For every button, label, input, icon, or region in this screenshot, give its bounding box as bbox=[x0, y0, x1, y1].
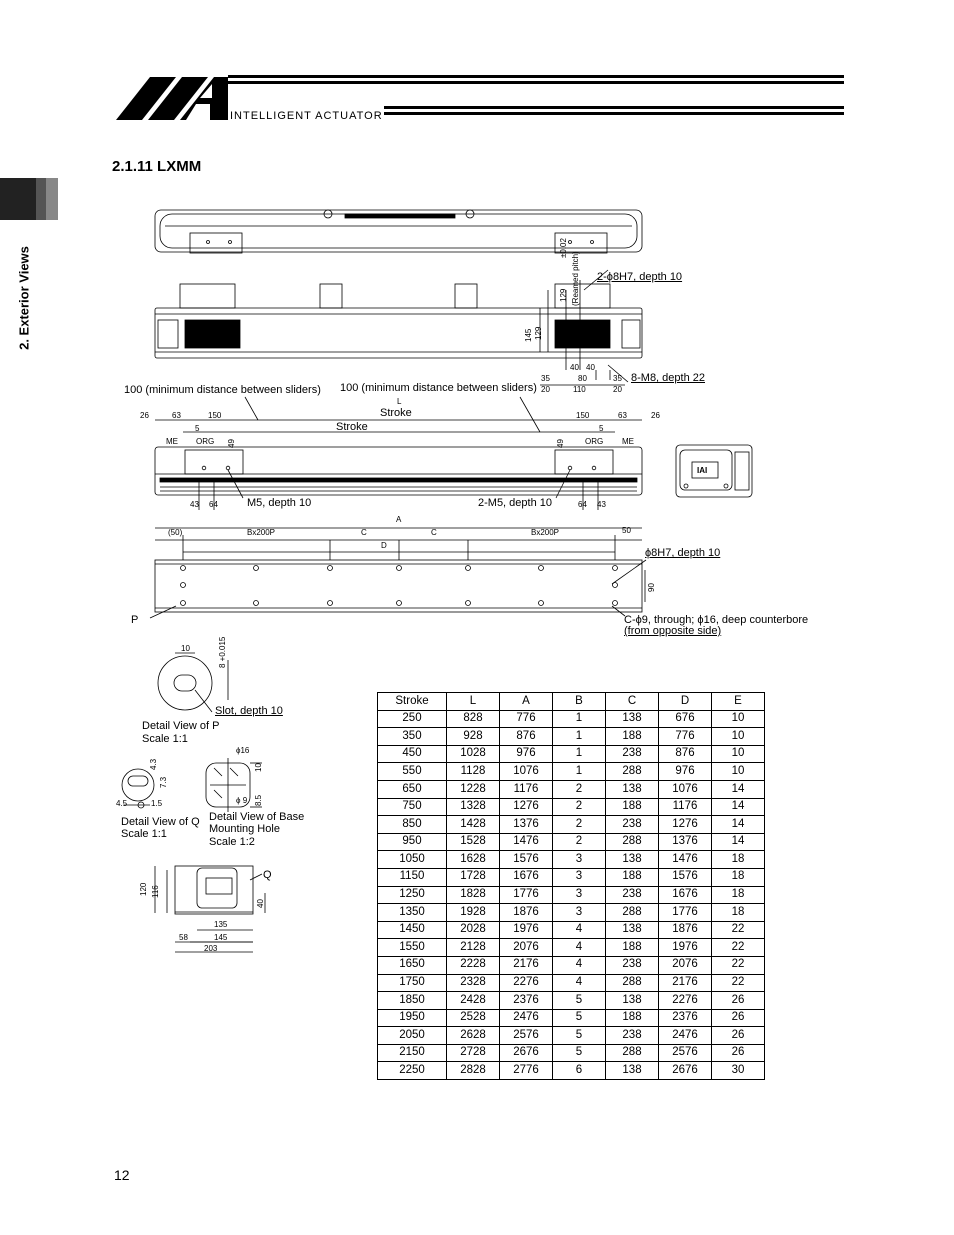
detail-base-label-1: Detail View of Base bbox=[209, 811, 305, 823]
table-cell: 850 bbox=[378, 816, 447, 834]
table-cell: 2476 bbox=[659, 1027, 712, 1045]
table-cell: 2728 bbox=[447, 1044, 500, 1062]
table-cell: 1876 bbox=[500, 904, 553, 922]
dim-135: 135 bbox=[214, 920, 228, 929]
dim-16: ϕ16 bbox=[236, 746, 250, 755]
dim-120: 120 bbox=[139, 882, 148, 896]
table-cell: 4 bbox=[553, 974, 606, 992]
stroke-mid-label: Stroke bbox=[336, 421, 368, 433]
table-row bbox=[378, 956, 765, 974]
table-cell: 950 bbox=[378, 833, 447, 851]
m8-label: 8-M8, depth 22 bbox=[631, 372, 705, 384]
org-right-label: ORG bbox=[585, 437, 604, 446]
table-cell: 138 bbox=[606, 710, 659, 728]
table-cell: 1476 bbox=[659, 851, 712, 869]
table-cell: 1828 bbox=[447, 886, 500, 904]
table-cell: 2276 bbox=[659, 992, 712, 1010]
table-cell: 450 bbox=[378, 745, 447, 763]
table-body bbox=[378, 710, 765, 1079]
dim-15: 1.5 bbox=[151, 799, 163, 808]
counterbore-label: C-ϕ9, through; ϕ16, deep counterbore bbox=[624, 614, 809, 626]
table-cell: 2776 bbox=[500, 1062, 553, 1080]
table-header-row bbox=[378, 693, 765, 711]
dim-pitch: 129 bbox=[559, 288, 568, 302]
dim-9: ϕ 9 bbox=[236, 796, 248, 805]
table-cell: 5 bbox=[553, 1009, 606, 1027]
table-row bbox=[378, 1009, 765, 1027]
dim-50p: (50) bbox=[168, 528, 183, 537]
dim-63a: 63 bbox=[172, 411, 181, 420]
dim-10: 10 bbox=[181, 644, 190, 653]
table-cell: 2076 bbox=[500, 939, 553, 957]
table-cell: 2128 bbox=[447, 939, 500, 957]
table-cell: 2828 bbox=[447, 1062, 500, 1080]
end-view bbox=[676, 445, 752, 497]
table-cell: 238 bbox=[606, 816, 659, 834]
table-cell: 2076 bbox=[659, 956, 712, 974]
dim-110: 110 bbox=[573, 385, 586, 394]
table-cell: 288 bbox=[606, 904, 659, 922]
table-cell: 2250 bbox=[378, 1062, 447, 1080]
table-cell: 1976 bbox=[659, 939, 712, 957]
dim-40b: 40 bbox=[586, 363, 595, 372]
table-row bbox=[378, 798, 765, 816]
table-cell: 6 bbox=[553, 1062, 606, 1080]
table-cell: 2628 bbox=[447, 1027, 500, 1045]
table-cell: 1576 bbox=[500, 851, 553, 869]
table-header-cell: Stroke bbox=[378, 693, 447, 711]
logo-text: INTELLIGENT ACTUATOR bbox=[230, 110, 383, 122]
table-row bbox=[378, 816, 765, 834]
dim-145: 145 bbox=[524, 328, 533, 342]
dim-49b: 49 bbox=[556, 439, 565, 448]
table-row bbox=[378, 974, 765, 992]
table-cell: 1176 bbox=[659, 798, 712, 816]
dim-26b: 26 bbox=[651, 411, 660, 420]
iai-logo bbox=[116, 75, 844, 120]
dim-8tol: 8 +0.015 bbox=[218, 636, 227, 668]
scale-base-label: Scale 1:2 bbox=[209, 836, 255, 848]
table-cell: 3 bbox=[553, 868, 606, 886]
table-cell: 1128 bbox=[447, 763, 500, 781]
detail-q-label: Detail View of Q bbox=[121, 816, 200, 828]
table-row bbox=[378, 745, 765, 763]
table-cell: 18 bbox=[712, 868, 765, 886]
table-cell: 30 bbox=[712, 1062, 765, 1080]
stroke-top-label: Stroke bbox=[380, 407, 412, 419]
dim-5a: 5 bbox=[195, 424, 200, 433]
dim-bx200p-left: Bx200P bbox=[247, 528, 276, 537]
side-tab-blocks bbox=[0, 178, 58, 220]
table-cell: 1 bbox=[553, 763, 606, 781]
table-cell: 10 bbox=[712, 763, 765, 781]
table-cell: 2 bbox=[553, 816, 606, 834]
dim-C-left: C bbox=[361, 528, 367, 537]
table-row bbox=[378, 833, 765, 851]
table-row bbox=[378, 1044, 765, 1062]
table-cell: 1628 bbox=[447, 851, 500, 869]
table-cell: 3 bbox=[553, 851, 606, 869]
dim-203: 203 bbox=[204, 944, 218, 953]
table-cell: 4 bbox=[553, 921, 606, 939]
table-cell: 238 bbox=[606, 886, 659, 904]
dimension-table bbox=[377, 692, 765, 1080]
table-cell: 188 bbox=[606, 798, 659, 816]
table-cell: 14 bbox=[712, 833, 765, 851]
table-cell: 5 bbox=[553, 992, 606, 1010]
table-cell: 828 bbox=[447, 710, 500, 728]
dim-145b: 145 bbox=[214, 933, 228, 942]
table-cell: 1028 bbox=[447, 745, 500, 763]
table-cell: 2428 bbox=[447, 992, 500, 1010]
scale-p-label: Scale 1:1 bbox=[142, 733, 188, 745]
table-cell: 976 bbox=[659, 763, 712, 781]
dim-40a: 40 bbox=[570, 363, 579, 372]
table-cell: 2276 bbox=[500, 974, 553, 992]
table-cell: 22 bbox=[712, 974, 765, 992]
table-cell: 1676 bbox=[500, 868, 553, 886]
table-cell: 1076 bbox=[500, 763, 553, 781]
table-cell: 138 bbox=[606, 921, 659, 939]
table-cell: 22 bbox=[712, 921, 765, 939]
table-cell: 2376 bbox=[659, 1009, 712, 1027]
table-cell: 188 bbox=[606, 728, 659, 746]
dim-bx200p-right: Bx200P bbox=[531, 528, 560, 537]
table-cell: 1450 bbox=[378, 921, 447, 939]
m5-label: M5, depth 10 bbox=[247, 497, 312, 509]
table-row bbox=[378, 939, 765, 957]
table-cell: 288 bbox=[606, 763, 659, 781]
table-cell: 3 bbox=[553, 904, 606, 922]
table-cell: 1250 bbox=[378, 886, 447, 904]
dim-150b: 150 bbox=[576, 411, 590, 420]
table-cell: 750 bbox=[378, 798, 447, 816]
table-cell: 1 bbox=[553, 728, 606, 746]
table-cell: 976 bbox=[500, 745, 553, 763]
dim-43a: 43 bbox=[190, 500, 199, 509]
table-cell: 138 bbox=[606, 992, 659, 1010]
table-cell: 1876 bbox=[659, 921, 712, 939]
table-cell: 18 bbox=[712, 886, 765, 904]
table-cell: 2 bbox=[553, 780, 606, 798]
table-cell: 776 bbox=[659, 728, 712, 746]
table-cell: 1150 bbox=[378, 868, 447, 886]
table-row bbox=[378, 886, 765, 904]
table-cell: 876 bbox=[500, 728, 553, 746]
table-cell: 1550 bbox=[378, 939, 447, 957]
table-cell: 2528 bbox=[447, 1009, 500, 1027]
me-right-label: ME bbox=[622, 437, 634, 446]
table-cell: 2576 bbox=[500, 1027, 553, 1045]
table-cell: 1650 bbox=[378, 956, 447, 974]
table-cell: 4 bbox=[553, 939, 606, 957]
dim-64b: 64 bbox=[578, 500, 587, 509]
table-cell: 550 bbox=[378, 763, 447, 781]
table-cell: 26 bbox=[712, 992, 765, 1010]
table-cell: 288 bbox=[606, 833, 659, 851]
table-cell: 238 bbox=[606, 1027, 659, 1045]
table-cell: 2576 bbox=[659, 1044, 712, 1062]
table-row bbox=[378, 992, 765, 1010]
dim-49a: 49 bbox=[227, 439, 236, 448]
table-cell: 2176 bbox=[659, 974, 712, 992]
dim-35a: 35 bbox=[541, 374, 550, 383]
table-cell: 676 bbox=[659, 710, 712, 728]
table-cell: 138 bbox=[606, 851, 659, 869]
table-cell: 1376 bbox=[500, 816, 553, 834]
table-cell: 10 bbox=[712, 728, 765, 746]
dim-26a: 26 bbox=[140, 411, 149, 420]
table-row bbox=[378, 728, 765, 746]
dim-150a: 150 bbox=[208, 411, 222, 420]
table-cell: 1776 bbox=[500, 886, 553, 904]
table-cell: 188 bbox=[606, 868, 659, 886]
table-cell: 2 bbox=[553, 798, 606, 816]
table-cell: 138 bbox=[606, 1062, 659, 1080]
table-cell: 10 bbox=[712, 745, 765, 763]
table-cell: 238 bbox=[606, 956, 659, 974]
table-cell: 1376 bbox=[659, 833, 712, 851]
dim-85: 8.5 bbox=[254, 794, 263, 806]
dim-43: 4.3 bbox=[149, 758, 158, 770]
opposite-side-label: (from opposite side) bbox=[624, 625, 722, 637]
table-cell: 1528 bbox=[447, 833, 500, 851]
table-cell: 1428 bbox=[447, 816, 500, 834]
dim-C-right: C bbox=[431, 528, 437, 537]
table-cell: 10 bbox=[712, 710, 765, 728]
table-cell: 22 bbox=[712, 956, 765, 974]
table-cell: 188 bbox=[606, 1009, 659, 1027]
table-cell: 2050 bbox=[378, 1027, 447, 1045]
table-cell: 1928 bbox=[447, 904, 500, 922]
table-cell: 1750 bbox=[378, 974, 447, 992]
table-cell: 26 bbox=[712, 1009, 765, 1027]
table-cell: 1228 bbox=[447, 780, 500, 798]
table-cell: 2150 bbox=[378, 1044, 447, 1062]
table-cell: 288 bbox=[606, 974, 659, 992]
table-cell: 250 bbox=[378, 710, 447, 728]
table-cell: 1728 bbox=[447, 868, 500, 886]
dim-5b: 5 bbox=[599, 424, 604, 433]
dim-20b: 20 bbox=[613, 385, 622, 394]
dim-35b: 35 bbox=[613, 374, 622, 383]
table-cell: 1276 bbox=[500, 798, 553, 816]
dim-tol: ±0.02 bbox=[559, 238, 568, 258]
table-cell: 5 bbox=[553, 1044, 606, 1062]
dim-90: 90 bbox=[647, 583, 656, 592]
dim-58: 58 bbox=[179, 933, 188, 942]
table-cell: 22 bbox=[712, 939, 765, 957]
table-header-cell: D bbox=[659, 693, 712, 711]
table-cell: 1850 bbox=[378, 992, 447, 1010]
table-header-cell: A bbox=[500, 693, 553, 711]
table-cell: 2676 bbox=[500, 1044, 553, 1062]
front-view bbox=[155, 270, 642, 385]
table-row bbox=[378, 921, 765, 939]
table-cell: 1276 bbox=[659, 816, 712, 834]
table-cell: 1776 bbox=[659, 904, 712, 922]
table-cell: 650 bbox=[378, 780, 447, 798]
min-dist-left-label: 100 (minimum distance between sliders) bbox=[124, 384, 321, 396]
slot-label: Slot, depth 10 bbox=[215, 705, 283, 717]
pin-hole-label: 2-ϕ8H7, depth 10 bbox=[597, 271, 683, 283]
dim-10b: 10 bbox=[254, 763, 263, 772]
table-cell: 1576 bbox=[659, 868, 712, 886]
detail-base-label-2: Mounting Hole bbox=[209, 823, 280, 835]
dim-129: 129 bbox=[534, 326, 543, 340]
table-cell: 2476 bbox=[500, 1009, 553, 1027]
min-dist-right-label: 100 (minimum distance between sliders) bbox=[340, 382, 537, 394]
table-cell: 5 bbox=[553, 1027, 606, 1045]
table-cell: 1950 bbox=[378, 1009, 447, 1027]
dim-40c: 40 bbox=[256, 899, 265, 908]
table-header-cell: C bbox=[606, 693, 659, 711]
table-cell: 2376 bbox=[500, 992, 553, 1010]
dim-L: L bbox=[397, 397, 402, 406]
pin-8h7-label: ϕ8H7, depth 10 bbox=[645, 547, 721, 559]
table-cell: 1 bbox=[553, 745, 606, 763]
me-left-label: ME bbox=[166, 437, 178, 446]
reamed-pitch-label: (Reamed pitch) bbox=[571, 251, 580, 306]
table-row bbox=[378, 763, 765, 781]
table-row bbox=[378, 710, 765, 728]
base-bottom-view bbox=[150, 528, 646, 618]
table-cell: 26 bbox=[712, 1027, 765, 1045]
table-cell: 1676 bbox=[659, 886, 712, 904]
end-view-logo: IAI bbox=[697, 466, 708, 475]
table-cell: 4 bbox=[553, 956, 606, 974]
table-cell: 18 bbox=[712, 904, 765, 922]
table-cell: 188 bbox=[606, 939, 659, 957]
dim-50: 50 bbox=[622, 526, 631, 535]
table-row bbox=[378, 780, 765, 798]
detail-p-label: Detail View of P bbox=[142, 720, 220, 732]
view-p-marker: P bbox=[131, 614, 139, 626]
dim-64a: 64 bbox=[209, 500, 218, 509]
m5-2-label: 2-M5, depth 10 bbox=[478, 497, 552, 509]
side-tab-label: 2. Exterior Views bbox=[16, 245, 32, 350]
table-cell: 138 bbox=[606, 780, 659, 798]
table-cell: 1176 bbox=[500, 780, 553, 798]
dim-80: 80 bbox=[578, 374, 587, 383]
top-view bbox=[155, 210, 642, 253]
table-row bbox=[378, 1062, 765, 1080]
table-cell: 3 bbox=[553, 886, 606, 904]
side-view bbox=[155, 447, 642, 510]
scale-q-label: Scale 1:1 bbox=[121, 828, 167, 840]
table-cell: 1 bbox=[553, 710, 606, 728]
table-row bbox=[378, 851, 765, 869]
table-cell: 2228 bbox=[447, 956, 500, 974]
dim-43b: 43 bbox=[597, 500, 606, 509]
dim-116: 116 bbox=[151, 885, 160, 898]
dim-45: 4.5 bbox=[116, 799, 128, 808]
table-cell: 26 bbox=[712, 1044, 765, 1062]
table-cell: 2 bbox=[553, 833, 606, 851]
table-cell: 1050 bbox=[378, 851, 447, 869]
table-cell: 14 bbox=[712, 780, 765, 798]
table-cell: 1976 bbox=[500, 921, 553, 939]
table-header-cell: L bbox=[447, 693, 500, 711]
dim-D: D bbox=[381, 541, 387, 550]
table-cell: 350 bbox=[378, 728, 447, 746]
table-cell: 1328 bbox=[447, 798, 500, 816]
section-title: 2.1.11 LXMM bbox=[112, 158, 202, 175]
table-header-cell: E bbox=[712, 693, 765, 711]
dim-A: A bbox=[396, 515, 402, 524]
table-row bbox=[378, 1027, 765, 1045]
table-cell: 1076 bbox=[659, 780, 712, 798]
table-cell: 1350 bbox=[378, 904, 447, 922]
table-cell: 238 bbox=[606, 745, 659, 763]
table-cell: 14 bbox=[712, 798, 765, 816]
table-cell: 2676 bbox=[659, 1062, 712, 1080]
dim-73: 7.3 bbox=[159, 776, 168, 788]
table-cell: 928 bbox=[447, 728, 500, 746]
dim-63b: 63 bbox=[618, 411, 627, 420]
table-header-cell: B bbox=[553, 693, 606, 711]
dim-20a: 20 bbox=[541, 385, 550, 394]
view-q-marker: Q bbox=[263, 869, 272, 881]
table-cell: 876 bbox=[659, 745, 712, 763]
table-cell: 2176 bbox=[500, 956, 553, 974]
table-cell: 776 bbox=[500, 710, 553, 728]
page-number: 12 bbox=[114, 1167, 130, 1183]
table-row bbox=[378, 868, 765, 886]
table-row bbox=[378, 904, 765, 922]
table-cell: 2028 bbox=[447, 921, 500, 939]
table-cell: 288 bbox=[606, 1044, 659, 1062]
org-left-label: ORG bbox=[196, 437, 215, 446]
table-cell: 1476 bbox=[500, 833, 553, 851]
table-cell: 14 bbox=[712, 816, 765, 834]
small-end-view bbox=[155, 866, 265, 952]
table-cell: 18 bbox=[712, 851, 765, 869]
table-cell: 2328 bbox=[447, 974, 500, 992]
